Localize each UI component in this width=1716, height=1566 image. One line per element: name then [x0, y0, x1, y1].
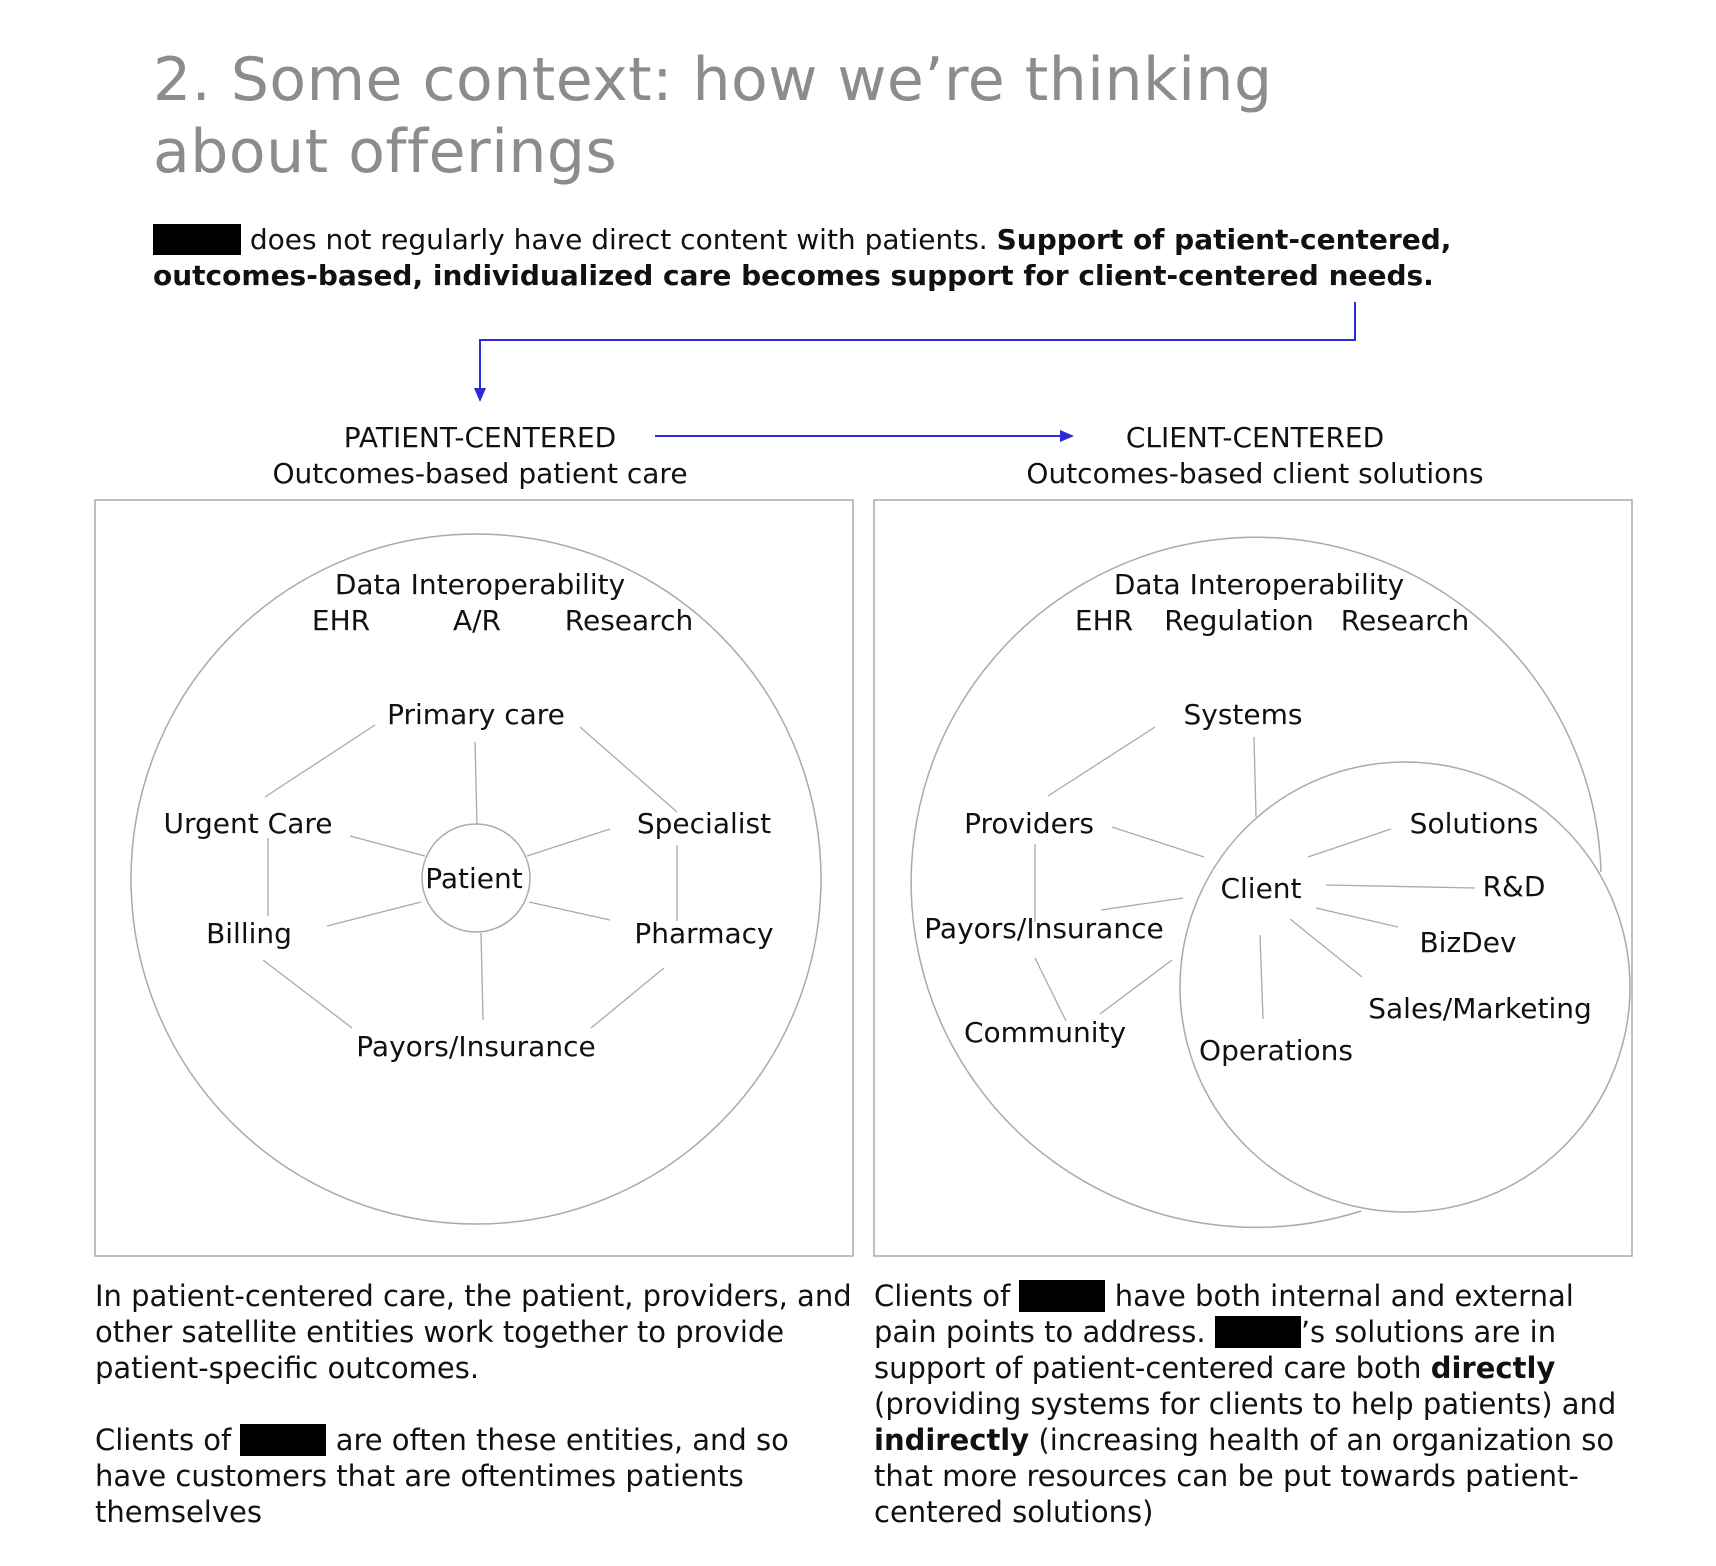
- node-bizdev: BizDev: [1419, 926, 1517, 959]
- connector: [475, 742, 477, 824]
- node-specialist: Specialist: [636, 807, 772, 840]
- right-caption-directly: directly: [1430, 1351, 1556, 1385]
- client-circle: [1180, 762, 1630, 1212]
- left-heading: PATIENT-CENTERED: [343, 421, 617, 454]
- left-ar: A/R: [452, 604, 502, 637]
- connector: [529, 902, 610, 920]
- node-payors-right: Payors/Insurance: [924, 912, 1164, 945]
- node-payors: Payors/Insurance: [356, 1030, 596, 1063]
- connector: [1100, 960, 1172, 1014]
- node-patient: Patient: [425, 862, 523, 895]
- node-solutions: Solutions: [1409, 807, 1539, 840]
- connector: [265, 725, 375, 797]
- node-rnd: R&D: [1482, 870, 1546, 903]
- left-caption-p2-before: Clients of: [95, 1423, 232, 1457]
- node-pharmacy: Pharmacy: [634, 917, 774, 950]
- connector: [591, 968, 664, 1028]
- right-caption-e: (providing systems for clients to help patients) and: [874, 1387, 1617, 1421]
- connector: [263, 960, 352, 1028]
- page-title: 2. Some context: how we’re thinking about offerings: [153, 45, 1273, 187]
- node-urgent-care: Urgent Care: [163, 807, 333, 840]
- connector: [527, 829, 610, 856]
- left-subheading: Outcomes-based patient care: [272, 457, 688, 490]
- connector: [1308, 829, 1391, 857]
- node-systems: Systems: [1183, 698, 1303, 731]
- connector: [1260, 935, 1263, 1019]
- connector: [580, 727, 677, 812]
- right-caption-b: have both internal and external pain points to address.: [874, 1279, 1574, 1349]
- intro-bold-text: Support of patient-centered, outcomes-based, individualized care becomes support for client-centered needs.: [153, 223, 1452, 292]
- right-ehr: EHR: [1074, 604, 1134, 637]
- connector: [1048, 727, 1155, 796]
- intro-text: does not regularly have direct content with patients.: [249, 223, 988, 256]
- right-regulation: Regulation: [1164, 604, 1314, 637]
- connector: [1035, 958, 1066, 1021]
- node-providers: Providers: [964, 807, 1094, 840]
- connector: [350, 836, 425, 856]
- node-operations: Operations: [1199, 1034, 1353, 1067]
- connector: [1254, 737, 1256, 817]
- connector: [327, 902, 421, 926]
- down-arrow: [480, 302, 1355, 400]
- node-client: Client: [1220, 872, 1302, 905]
- right-heading: CLIENT-CENTERED: [1125, 421, 1385, 454]
- redaction-block: [1019, 1280, 1105, 1312]
- connector: [481, 933, 483, 1020]
- connector: [1316, 908, 1398, 927]
- right-caption-c: ’s solutions are in support of patient-centered care both: [874, 1315, 1557, 1385]
- connector: [1290, 919, 1362, 977]
- redaction-block: [1215, 1316, 1301, 1348]
- right-subheading: Outcomes-based client solutions: [1026, 457, 1484, 490]
- left-caption: [95, 1278, 865, 1566]
- left-research: Research: [564, 604, 694, 637]
- node-sales-marketing: Sales/Marketing: [1368, 992, 1592, 1025]
- left-ehr: EHR: [311, 604, 371, 637]
- node-community: Community: [963, 1016, 1127, 1049]
- left-caption-p2-after: are often these entities, and so have customers that are oftentimes patients themselves: [95, 1423, 789, 1529]
- connector: [1101, 898, 1183, 910]
- left-data-interop: Data Interoperability: [334, 568, 626, 601]
- connector: [1326, 885, 1475, 888]
- node-billing: Billing: [206, 917, 292, 950]
- right-caption-indirectly: indirectly: [874, 1423, 1030, 1457]
- right-caption: [874, 1278, 1644, 1530]
- redaction-block: [240, 1424, 326, 1456]
- right-caption-a: Clients of: [874, 1279, 1011, 1313]
- right-research: Research: [1340, 604, 1470, 637]
- connector: [1112, 827, 1204, 857]
- right-caption-g: (increasing health of an organization so that more resources can be put towards patient-centered solutions): [874, 1423, 1615, 1529]
- right-data-interop: Data Interoperability: [1113, 568, 1405, 601]
- left-caption-p1: In patient-centered care, the patient, providers, and other satellite entities work together to provide patient-specific outcomes.: [95, 1279, 852, 1385]
- node-primary-care: Primary care: [387, 698, 565, 731]
